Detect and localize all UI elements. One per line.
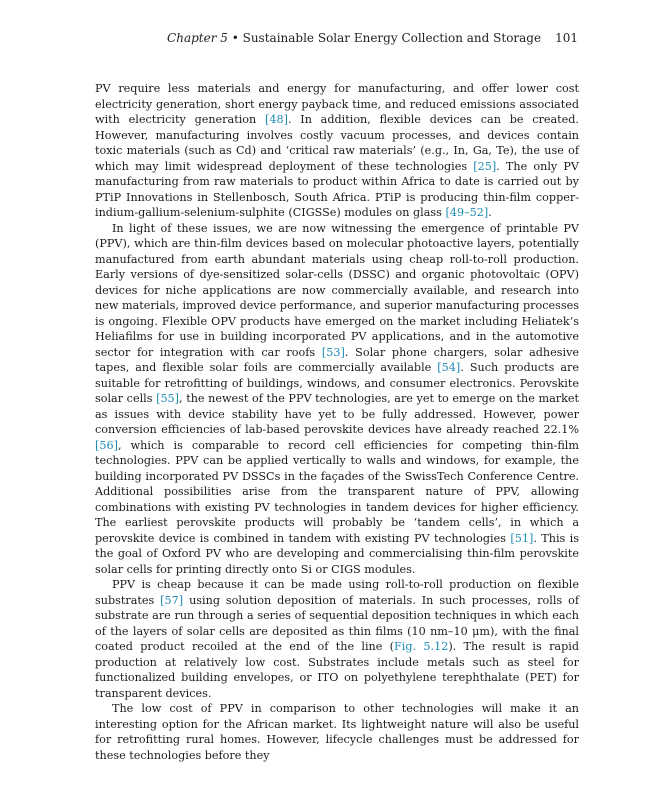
paragraph [95, 577, 579, 701]
paragraph-text: . Such products are suitable for retrofitting of buildings, windows, and consumer electronics. Perovskite solar cells [95, 361, 579, 405]
citation-link[interactable]: [56] [95, 438, 118, 452]
citation-link[interactable]: [48] [264, 113, 288, 126]
paragraph-text: . Solar phone chargers, solar adhesive tapes, and flexible solar foils are commercially available [95, 345, 580, 374]
citation-link[interactable]: [57] [160, 593, 184, 607]
chapter-label: Chapter 5 [167, 31, 228, 45]
paragraph-text: ). The result is rapid production at relatively low cost. Substrates include metals such as steel for functionalized building envelopes, or ITO on polyethylene terephthalate (PET) for transparent devices. [95, 640, 579, 700]
citation-link[interactable]: [54] [437, 361, 461, 374]
citation-link[interactable]: [55] [156, 392, 180, 405]
body-text [95, 81, 579, 763]
paragraph-text: In light of these issues, we are now witnessing the emergence of printable PV (PPV), which are thin-film devices based on molecular photoactive layers, potentially manufactured from earth abundant materials using cheap roll-to-roll production. Early versions of dye-sensitized solar-cells (DSSC) and organic photovoltaic (OPV) devices for niche applications are now commercially available, and research into new materials, improved device performance, and superior manufacturing processes is ongoing. Flexible OPV products have emerged on the market including Heliatek’s Heliafilms for use in building incorporated PV applications, and in the automotive sector for integration with car roofs [95, 221, 579, 359]
paragraph [95, 81, 579, 221]
paragraph-text: . In addition, flexible devices can be created. However, manufacturing involves costly vacuum processes, and devices contain toxic materials (such as Cd) and ‘critical raw materials’ (e.g., In, Ga, Te), the use of which may limit widespread deployment of these technologies [95, 113, 579, 173]
chapter-title: Sustainable Solar Energy Collection and Storage [242, 31, 542, 45]
page-number: 101 [555, 31, 578, 45]
citation-link[interactable]: [53] [321, 345, 345, 359]
paragraph-text: The low cost of PPV in comparison to other technologies will make it an interesting option for the African market. Its lightweight nature will also be useful for retrofitting rural homes. However, lifecycle challenges must be addressed for these technologies before they [95, 702, 579, 762]
paragraph-text: , which is comparable to record cell efficiencies for competing thin-film technologies. PPV can be applied vertically to walls and windows, for example, the building incorporated PV DSSCs in the façades of the SwissTech Conference Centre. Additional possibilities arise from the transparent nature of PPV, allowing combinations with existing PV technologies in tandem devices for higher efficiency. The earliest perovskite products will probably be ‘tandem cells’, in which a perovskite device is combined in tandem with existing PV technologies [95, 438, 579, 545]
running-head [167, 31, 578, 45]
paragraph-text: using solution deposition of materials. In such processes, rolls of substrate are run through a series of sequential deposition techniques in which each of the layers of solar cells are deposited as thin films (10 nm–10 μm), with the final coated product recoiled at the end of the line ( [95, 593, 579, 653]
paragraph [95, 701, 579, 763]
paragraph-text: . This is the goal of Oxford PV who are developing and commercialising thin-film perovskite solar cells for printing directly onto Si or CIGS modules. [95, 531, 579, 576]
paragraph [95, 221, 579, 578]
paragraph-text: . The only PV manufacturing from raw materials to product within Africa to date is carried out by PTiP Innovations in Stellenbosch, South Africa. PTiP is producing thin-film copper-indium-gallium-selenium-sulphite (CIGSSe) modules on glass [95, 159, 579, 219]
citation-link[interactable]: [49–52] [445, 206, 489, 219]
citation-link[interactable]: Fig. 5.12 [394, 640, 449, 653]
citation-link[interactable]: [25] [473, 159, 497, 173]
citation-link[interactable]: [51] [510, 531, 534, 545]
paragraph-text: . [488, 206, 492, 219]
header-separator: • [227, 31, 243, 45]
paragraph-text: PV require less materials and energy for manufacturing, and offer lower cost electricity generation, short energy payback time, and reduced emissions associated with electricity generation [95, 82, 579, 126]
paragraph-text: , the newest of the PPV technologies, are yet to emerge on the market as issues with device stability have yet to be fully addressed. However, power conversion efficiencies of lab-based perovskite devices have already reached 22.1% [95, 392, 579, 436]
paragraph-text: PPV is cheap because it can be made using roll-to-roll production on flexible substrates [95, 578, 579, 607]
